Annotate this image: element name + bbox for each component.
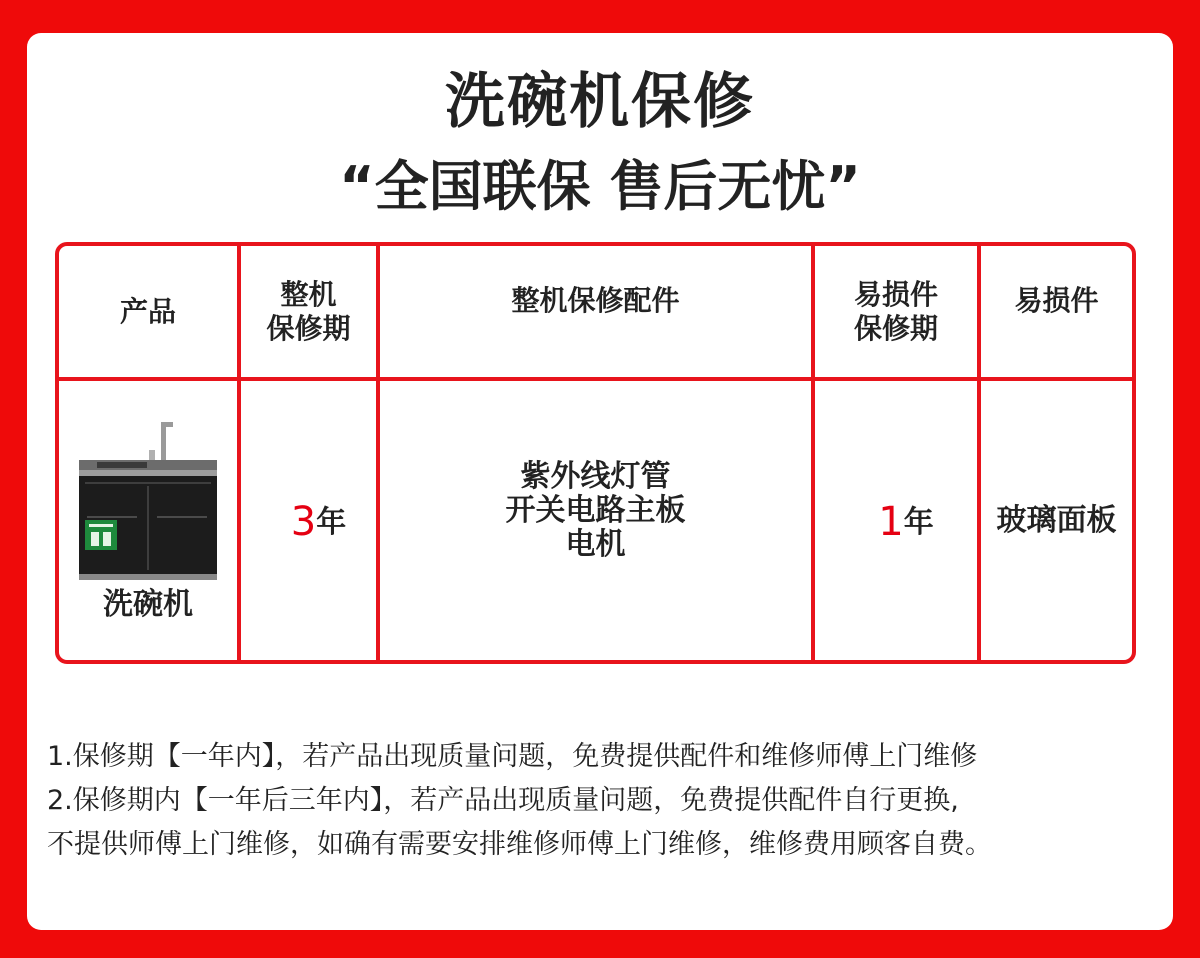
header-product: [59, 246, 237, 377]
header-warranty-line2: 保修期: [266, 311, 351, 345]
part-item: 电机: [565, 527, 626, 562]
page-title: 洗碗机保修: [445, 67, 755, 137]
part-item: 紫外线灯管: [520, 459, 671, 494]
part-item: 开关电路主板: [505, 493, 686, 528]
warranty-notes: [47, 735, 1167, 867]
wear-part-item: 玻璃面板: [996, 502, 1117, 538]
wear-warranty-cell: [815, 381, 977, 660]
page-subtitle: “全国联保 售后无忧”: [339, 155, 861, 218]
header-wear-parts-label: 易损件: [1014, 284, 1099, 317]
covered-parts-cell: [380, 381, 811, 641]
header-parts-label: 整机保修配件: [511, 284, 680, 317]
product-cell: [59, 381, 237, 660]
warranty-years-number: 3: [290, 498, 317, 545]
header-covered-parts: [380, 246, 811, 356]
wear-warranty-years-number: 1: [878, 498, 904, 545]
note-line: 2.保修期内【一年后三年内】，若产品出现质量问题，免费提供配件自行更换,: [47, 785, 959, 816]
header-wear-warranty-line1: 易损件: [853, 277, 938, 311]
warranty-period-cell: [241, 381, 376, 660]
header-product-label: 产品: [119, 294, 176, 328]
warranty-years-unit: 年: [316, 504, 347, 540]
dishwasher-image: [77, 420, 219, 582]
header-wear-warranty: [815, 246, 977, 377]
header-wear-warranty-line2: 保修期: [853, 311, 938, 345]
wear-parts-cell: [981, 381, 1132, 660]
header-wear-parts: [981, 246, 1132, 356]
header-warranty-period: [241, 246, 376, 377]
header-warranty-line1: 整机: [280, 277, 337, 311]
note-line: 不提供师傅上门维修，如确有需要安排维修师傅上门维修，维修费用顾客自费。: [47, 829, 992, 860]
note-line: 1.保修期【一年内】，若产品出现质量问题，免费提供配件和维修师傅上门维修: [47, 741, 978, 772]
wear-warranty-years-unit: 年: [903, 504, 934, 540]
warranty-table: [55, 242, 1136, 664]
product-name: 洗碗机: [103, 586, 193, 622]
